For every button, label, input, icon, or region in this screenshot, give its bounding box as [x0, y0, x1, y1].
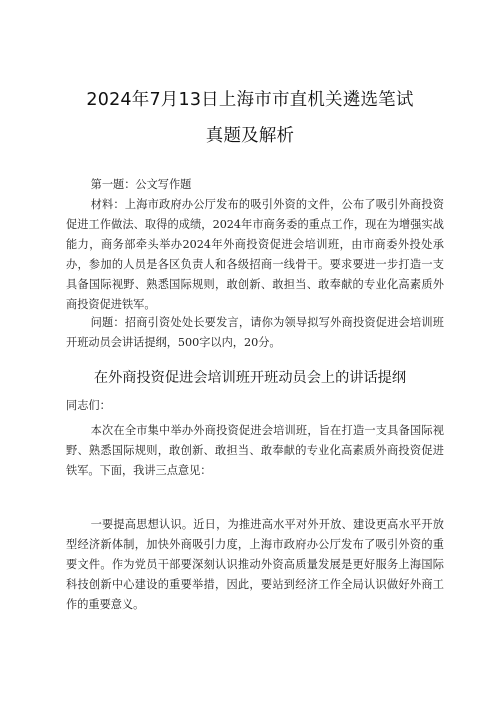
body-paragraph-1: 本次在全市集中举办外商投资促进会培训班，旨在打造一支具备国际视野、熟悉国际规则，敢创新、敢担当、敢奉献的专业化高素质外商投资促进铁军。下面，我讲三点意见：	[66, 424, 444, 477]
body-paragraph-2: 一要提高思想认识。近日，为推进高水平对外开放、建设更高水平开放型经济新体制，加快外商吸引力度，上海市政府办公厅发布了吸引外资的重要文件。作为党员干部要深刻认识推动外资高质量发展是更好服务上海国际科技创新中心建设的重要举措，因此，要站到经济工作全局认识做好外商工作的重要意义。	[66, 518, 444, 611]
question-label: 第一题：公文写作题	[90, 178, 192, 191]
speech-title: 在外商投资促进会培训班开班动员会上的讲话提纲	[93, 370, 407, 386]
salutation: 同志们：	[66, 399, 111, 412]
material-paragraph: 材料：上海市政府办公厅发布的吸引外资的文件，公布了吸引外商投资促进工作做法、取得的成绩，2024年市商务委的重点工作，现在为增强实战能力，商务部牵头举办2024年外商投资促进会培训班，由市商委外投处承办，参加的人员是各区负责人和各级招商一线骨干。要求要进一步打造一支具备国际视野、熟悉国际规则，敢创新、敢担当、敢奉献的专业化高素质外商投资促进铁军。	[66, 198, 444, 311]
document-title-line1: 2024年7月13日上海市市直机关遴选笔试	[86, 90, 414, 110]
document-title-line2: 真题及解析	[205, 126, 295, 146]
question-paragraph: 问题：招商引资处处长要发言，请你为领导拟写外商投资促进会培训班开班动员会讲话提纲，500字以内，20分。	[66, 316, 444, 349]
